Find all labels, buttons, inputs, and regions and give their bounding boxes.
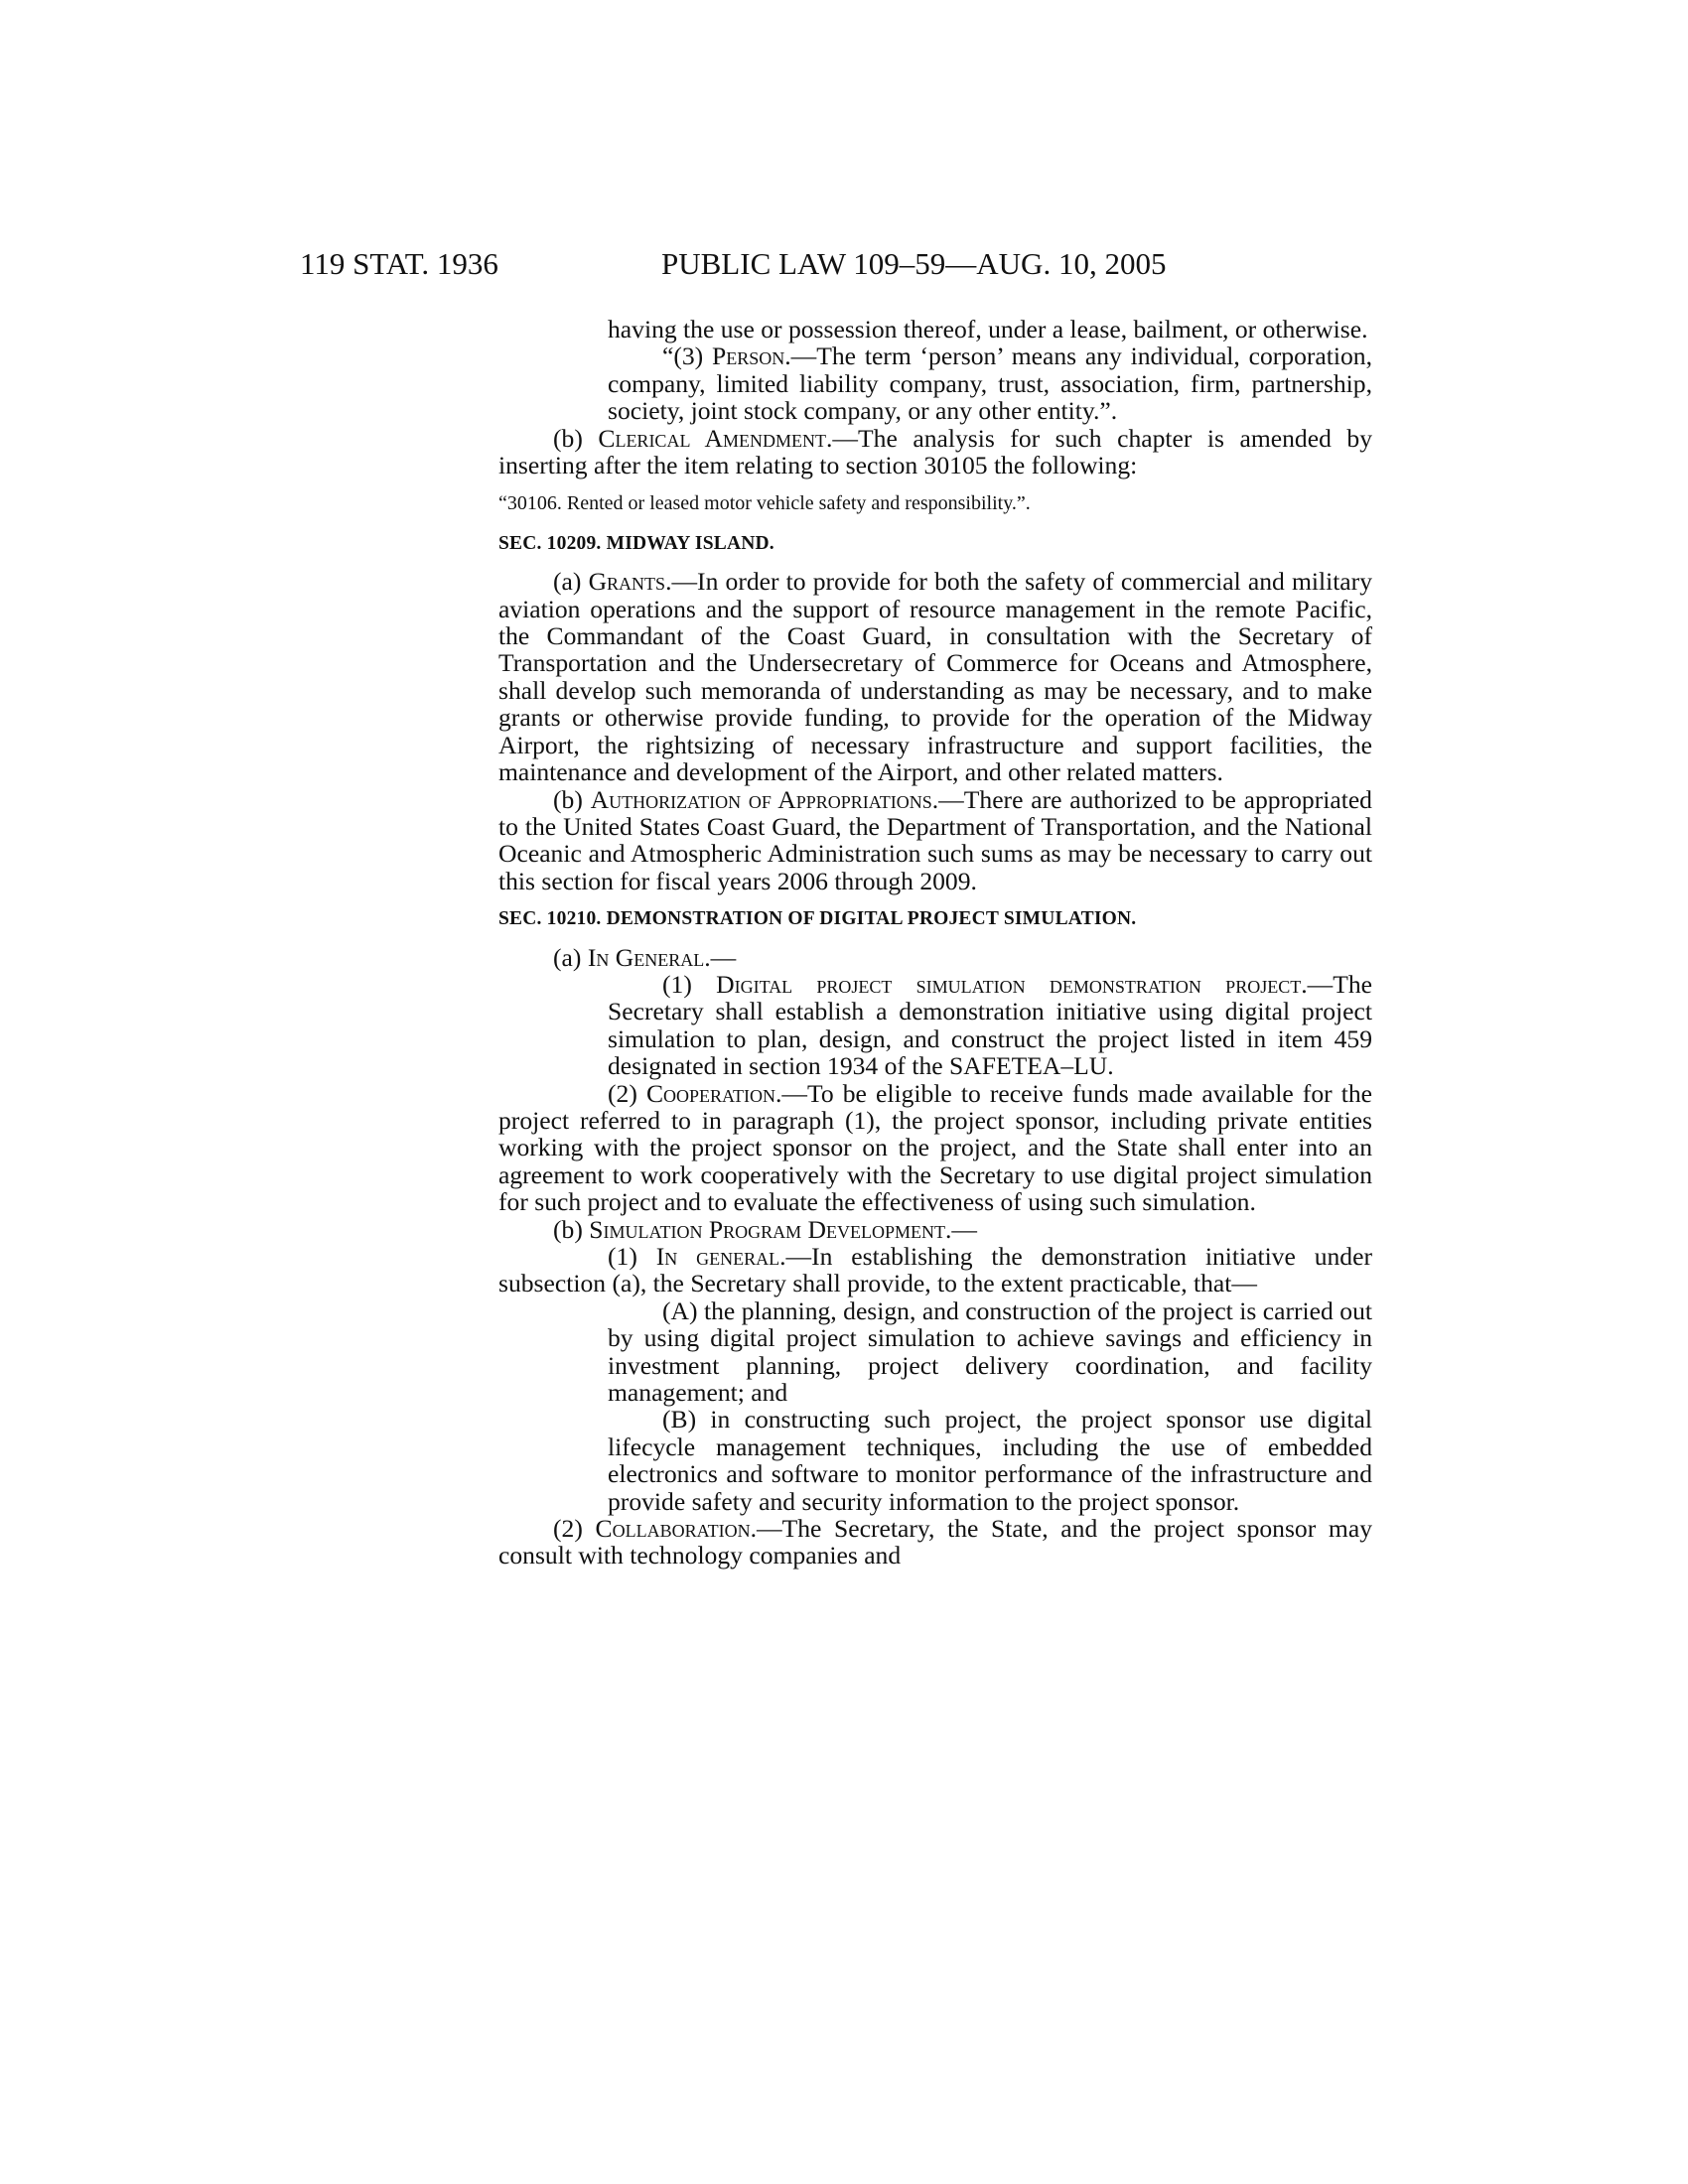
paragraph-text: .—	[944, 1214, 977, 1244]
paragraph-heading: Collaboration	[595, 1514, 751, 1544]
paragraph-person-definition	[498, 342, 1372, 424]
subparagraph-a: (A) the planning, design, and construction of the project is carried out by using digital project simulation to achieve savings and efficiency in investment planning, project delivery coordination, and facility management; and	[608, 1296, 1372, 1408]
paragraph-text: .—The Secretary, the State, and the project sponsor may consult with technology companies and	[498, 1514, 1372, 1570]
paragraph-text: .—In establishing the demonstration initiative under subsection (a), the Secretary shall provide, to the extent practicable, that—	[498, 1242, 1372, 1298]
paragraph-demonstration-project	[498, 971, 1372, 1080]
paragraph-collaboration	[498, 1515, 1372, 1570]
paragraph-heading: Person	[712, 341, 785, 371]
paragraph-heading: Simulation Program Development	[589, 1214, 945, 1244]
paragraph-in-general	[498, 944, 1372, 971]
paragraph-number: (a)	[553, 567, 589, 597]
paragraph-in-general-2	[498, 1243, 1372, 1297]
running-header: PUBLIC LAW 109–59—AUG. 10, 2005	[661, 246, 1167, 281]
paragraph-continuation: having the use or possession thereof, under a lease, bailment, or otherwise.	[608, 315, 1368, 343]
paragraph-number: (2)	[553, 1514, 596, 1544]
paragraph-cooperation	[498, 1080, 1372, 1216]
paragraph-text: .—The analysis for such chapter is amended by inserting after the item relating to section 30105 the following:	[498, 423, 1373, 480]
paragraph-heading: Digital project simulation demonstration project	[716, 969, 1302, 999]
paragraph-text: .—The Secretary shall establish a demonstration initiative using digital project simulation to plan, design, and construct the project listed in item 459 designated in section 1934 of the SAFETEA–LU.	[608, 969, 1372, 1081]
statute-page-number: 119 STAT. 1936	[300, 246, 498, 281]
paragraph-number: (1)	[662, 969, 717, 999]
paragraph-text: .—In order to provide for both the safety of commercial and military aviation operations and the support of resource management in the remote Pacific, the Commandant of the Coast Guard, in consultation with the Secretary of Transportation and the Undersecretary of Commerce for Oceans and Atmosphere, shall develop such memoranda of understanding as may be necessary, and to make grants or otherwise provide funding, to provide for the operation of the Midway Airport, the rightsizing of necessary infrastructure and support facilities, the maintenance and development of the Airport, and other related matters.	[498, 567, 1372, 787]
paragraph-number: “(3)	[662, 341, 712, 371]
paragraph-heading: Authorization of Appropriations	[590, 784, 932, 814]
section-heading-10209: SEC. 10209. MIDWAY ISLAND.	[498, 532, 774, 554]
paragraph-heading: Cooperation	[645, 1078, 776, 1108]
paragraph-number: (b)	[553, 784, 591, 814]
table-of-contents-item: “30106. Rented or leased motor vehicle safety and responsibility.”.	[498, 492, 1031, 515]
paragraph-text: .—There are authorized to be appropriated to the United States Coast Guard, the Department of Transportation, and the National Oceanic and Atmospheric Administration such sums as may be necessary to carry out this section for fiscal years 2006 through 2009.	[498, 784, 1372, 895]
paragraph-heading: Grants	[588, 567, 666, 597]
paragraph-text: .—To be eligible to receive funds made available for the project referred to in paragraph (1), the project sponsor, including private entities working with the project sponsor on the project, and the State shall enter into an agreement to work cooperatively with the Secretary to use digital project simulation for such project and to evaluate the effectiveness of using such simulation.	[498, 1078, 1373, 1217]
paragraph-number: (b)	[553, 423, 599, 453]
paragraph-text: .—	[704, 942, 737, 972]
paragraph-number: (1)	[608, 1242, 656, 1271]
paragraph-heading: In General	[587, 942, 705, 972]
paragraph-number: (a)	[553, 942, 588, 972]
paragraph-grants	[498, 568, 1372, 785]
paragraph-clerical-amendment	[498, 425, 1372, 479]
paragraph-text: .—The term ‘person’ means any individual, corporation, company, limited liability company, trust, association, firm, partnership, society, joint stock company, or any other entity.”.	[608, 341, 1372, 426]
paragraph-number: (b)	[553, 1214, 590, 1244]
paragraph-heading: Clerical Amendment	[598, 423, 827, 453]
paragraph-heading: In general	[655, 1242, 780, 1271]
document-body	[498, 316, 1372, 1570]
subparagraph-b: (B) in constructing such project, the project sponsor use digital lifecycle management techniques, including the use of embedded electronics and software to monitor performance of the infrastructure and provide safety and security information to the project sponsor.	[608, 1405, 1372, 1516]
paragraph-simulation-program	[498, 1216, 1372, 1243]
paragraph-authorization	[498, 786, 1372, 895]
section-heading-10210: SEC. 10210. DEMONSTRATION OF DIGITAL PROJECT SIMULATION.	[498, 908, 1137, 930]
paragraph-number: (2)	[608, 1078, 646, 1108]
